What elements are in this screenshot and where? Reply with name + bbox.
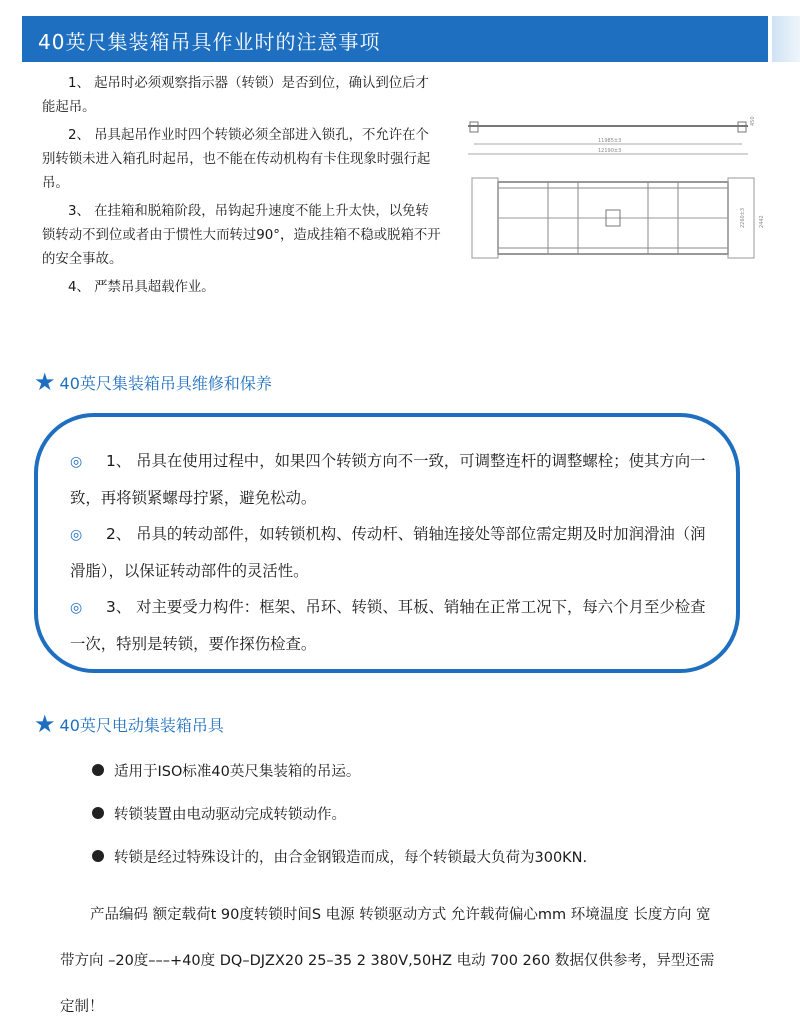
spreader-diagram [458,104,773,272]
electric-heading-text: 40英尺电动集装箱吊具 [59,715,224,735]
dim-top-label: 450 [750,116,756,126]
header-accent [772,16,800,62]
circle-mark-icon: ◎ [70,527,83,543]
dim-h2-label: 2442 [759,215,765,228]
electric-feature-list [92,760,752,889]
dim-inner-label: 11985±3 [598,138,622,144]
end-beam-left [472,178,498,258]
bullet-icon [92,807,104,819]
maintenance-heading-text: 40英尺集装箱吊具维修和保养 [59,373,272,393]
list-item: 适用于ISO标准40英尺集装箱的吊运。 [92,760,752,781]
precaution-item: 1、 起吊时必须观察指示器（转锁）是否到位，确认到位后才能起吊。 [42,76,429,115]
page-title: 40英尺集装箱吊具作业时的注意事项 [38,30,381,54]
circle-mark-icon: ◎ [70,600,83,616]
maintenance-item: ◎ 1、 吊具在使用过程中，如果四个转锁方向不一致，可调整连杆的调整螺栓；使其方向一致，再将锁紧螺母拧紧，避免松动。 [70,443,720,516]
bullet-icon [92,764,104,776]
circle-mark-icon: ◎ [70,454,83,470]
maintenance-heading [34,370,272,394]
star-icon: ★ [34,368,56,396]
header-bar [22,16,768,62]
spec-paragraph: 产品编码 额定载荷t 90度转锁时间S 电源 转锁驱动方式 允许载荷偏心mm 环境温度 长度方向 宽带方向 –20度–––+40度 DQ–DJZX20 25–35 2 380V,50HZ 电动 700 260 数据仅供参考，异型还需定制！ [60,907,715,1015]
precautions-section [42,72,442,304]
bullet-icon [92,850,104,862]
maintenance-list [70,443,720,662]
dim-outer-label: 12190±3 [598,148,622,154]
star-icon: ★ [34,710,56,738]
spreader-diagram-svg [458,104,773,272]
maintenance-item: ◎ 3、 对主要受力构件：框架、吊环、转锁、耳板、销轴在正常工况下，每六个月至少检查一次，特别是转锁，要作探伤检查。 [70,589,720,662]
maintenance-item: ◎ 2、 吊具的转动部件，如转锁机构、传动杆、销轴连接处等部位需定期及时加润滑油（润滑脂），以保证转动部件的灵活性。 [70,516,720,589]
list-item: 转锁装置由电动驱动完成转锁动作。 [92,803,752,824]
precaution-item: 4、 严禁吊具超载作业。 [68,280,215,295]
electric-heading [34,712,224,736]
dim-h1-label: 2260±3 [740,207,746,228]
precaution-item: 3、 在挂箱和脱箱阶段，吊钩起升速度不能上升太快，以免转锁转动不到位或者由于惯性大而转过90°，造成挂箱不稳或脱箱不开的安全事故。 [42,204,441,267]
precaution-item: 2、 吊具起吊作业时四个转锁必须全部进入锁孔，不允许在个别转锁未进入箱孔时起吊，也不能在传动机构有卡住现象时强行起吊。 [42,128,431,191]
list-item: 转锁是经过特殊设计的，由合金钢锻造而成，每个转锁最大负荷为300KN. [92,846,752,867]
